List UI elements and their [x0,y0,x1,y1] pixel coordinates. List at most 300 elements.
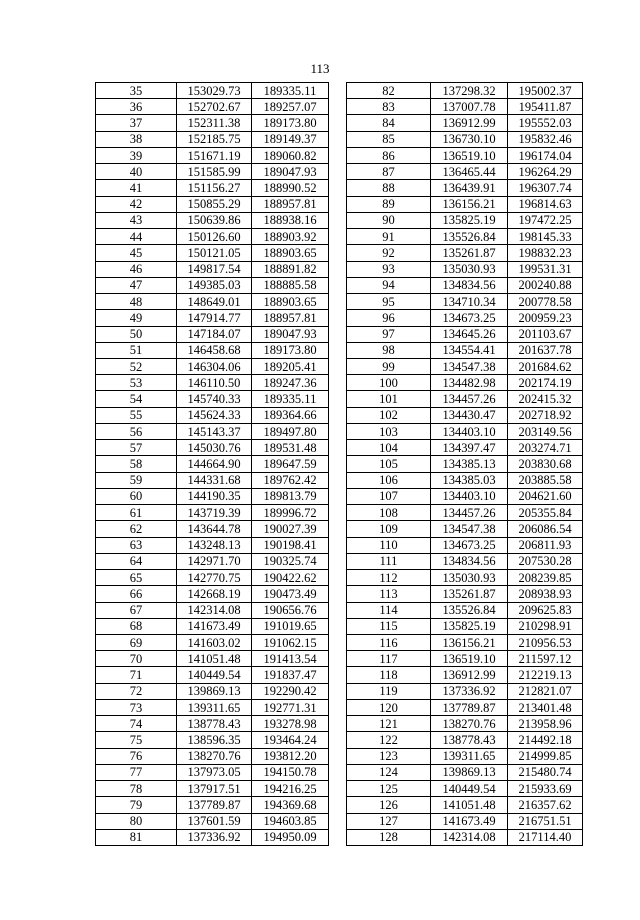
point-number-cell: 90 [347,212,431,228]
x-coordinate-cell: 137336.92 [177,829,252,845]
page-number: 113 [310,61,330,76]
x-coordinate-cell: 135526.84 [431,229,508,245]
x-coordinate-cell: 146110.50 [177,375,252,391]
x-coordinate-cell: 137601.59 [177,813,252,829]
y-coordinate-cell: 188903.92 [252,229,329,245]
point-number-cell: 52 [96,358,177,374]
x-coordinate-cell: 150121.05 [177,245,252,261]
y-coordinate-cell: 189813.79 [252,488,329,504]
point-number-cell: 94 [347,277,431,293]
table-row [347,537,583,553]
table-row [347,602,583,618]
point-number-cell: 54 [96,391,177,407]
y-coordinate-cell: 189173.80 [252,342,329,358]
y-coordinate-cell: 198832.23 [508,245,583,261]
y-coordinate-cell: 189257.07 [252,99,329,115]
x-coordinate-cell: 152702.67 [177,99,252,115]
y-coordinate-cell: 209625.83 [508,602,583,618]
table-row [347,180,583,196]
y-coordinate-cell: 188957.81 [252,196,329,212]
table-row [96,683,329,699]
table-row [96,651,329,667]
y-coordinate-cell: 195832.46 [508,131,583,147]
x-coordinate-cell: 138270.76 [177,748,252,764]
table-row [96,147,329,163]
table-row [347,586,583,602]
x-coordinate-cell: 141603.02 [177,634,252,650]
table-row [96,99,329,115]
point-number-cell: 114 [347,602,431,618]
y-coordinate-cell: 191837.47 [252,667,329,683]
table-row [96,813,329,829]
y-coordinate-cell: 189335.11 [252,83,329,99]
table-row [96,553,329,569]
coordinate-table-right [346,82,583,846]
y-coordinate-cell: 203830.68 [508,456,583,472]
point-number-cell: 93 [347,261,431,277]
x-coordinate-cell: 135825.19 [431,618,508,634]
y-coordinate-cell: 190198.41 [252,537,329,553]
y-coordinate-cell: 189047.93 [252,164,329,180]
table-row [96,781,329,797]
point-number-cell: 37 [96,115,177,131]
x-coordinate-cell: 145624.33 [177,407,252,423]
point-number-cell: 60 [96,488,177,504]
x-coordinate-cell: 134385.13 [431,456,508,472]
y-coordinate-cell: 214492.18 [508,732,583,748]
point-number-cell: 74 [96,716,177,732]
point-number-cell: 77 [96,764,177,780]
x-coordinate-cell: 134457.26 [431,391,508,407]
table-row [96,699,329,715]
y-coordinate-cell: 190422.62 [252,570,329,586]
x-coordinate-cell: 138778.43 [431,732,508,748]
y-coordinate-cell: 195002.37 [508,83,583,99]
table-row [347,667,583,683]
x-coordinate-cell: 136156.21 [431,634,508,650]
y-coordinate-cell: 211597.12 [508,651,583,667]
table-row [347,342,583,358]
x-coordinate-cell: 138270.76 [431,716,508,732]
table-row [347,683,583,699]
table-row [347,829,583,845]
point-number-cell: 119 [347,683,431,699]
table-row [347,781,583,797]
x-coordinate-cell: 144664.90 [177,456,252,472]
x-coordinate-cell: 144190.35 [177,488,252,504]
table-row [96,245,329,261]
x-coordinate-cell: 152311.38 [177,115,252,131]
point-number-cell: 124 [347,764,431,780]
table-row [347,115,583,131]
table-row [347,375,583,391]
x-coordinate-cell: 134397.47 [431,440,508,456]
y-coordinate-cell: 200959.23 [508,310,583,326]
y-coordinate-cell: 189205.41 [252,358,329,374]
x-coordinate-cell: 135261.87 [431,586,508,602]
table-row [347,618,583,634]
x-coordinate-cell: 143248.13 [177,537,252,553]
point-number-cell: 35 [96,83,177,99]
table-row [96,423,329,439]
table-row [347,521,583,537]
y-coordinate-cell: 192771.31 [252,699,329,715]
x-coordinate-cell: 151156.27 [177,180,252,196]
point-number-cell: 47 [96,277,177,293]
table-row [96,586,329,602]
y-coordinate-cell: 189647.59 [252,456,329,472]
y-coordinate-cell: 189531.48 [252,440,329,456]
point-number-cell: 78 [96,781,177,797]
point-number-cell: 118 [347,667,431,683]
y-coordinate-cell: 194369.68 [252,797,329,813]
table-row [96,375,329,391]
y-coordinate-cell: 196814.63 [508,196,583,212]
coordinate-table-left [95,82,329,846]
table-row [347,99,583,115]
table-row [96,212,329,228]
x-coordinate-cell: 137789.87 [177,797,252,813]
table-row [347,358,583,374]
x-coordinate-cell: 142314.08 [431,829,508,845]
point-number-cell: 86 [347,147,431,163]
point-number-cell: 125 [347,781,431,797]
point-number-cell: 87 [347,164,431,180]
y-coordinate-cell: 210298.91 [508,618,583,634]
table-row [347,131,583,147]
table-row [347,699,583,715]
x-coordinate-cell: 141673.49 [431,813,508,829]
point-number-cell: 80 [96,813,177,829]
point-number-cell: 98 [347,342,431,358]
table-row [347,229,583,245]
point-number-cell: 106 [347,472,431,488]
x-coordinate-cell: 141673.49 [177,618,252,634]
point-number-cell: 66 [96,586,177,602]
point-number-cell: 61 [96,505,177,521]
x-coordinate-cell: 145030.76 [177,440,252,456]
y-coordinate-cell: 201637.78 [508,342,583,358]
point-number-cell: 121 [347,716,431,732]
point-number-cell: 67 [96,602,177,618]
table-row [347,423,583,439]
point-number-cell: 36 [96,99,177,115]
point-number-cell: 56 [96,423,177,439]
table-row [96,716,329,732]
table-row [96,196,329,212]
table-row [96,342,329,358]
table-row [347,505,583,521]
x-coordinate-cell: 137298.32 [431,83,508,99]
x-coordinate-cell: 146458.68 [177,342,252,358]
y-coordinate-cell: 207530.28 [508,553,583,569]
y-coordinate-cell: 213401.48 [508,699,583,715]
y-coordinate-cell: 194216.25 [252,781,329,797]
table-row [347,310,583,326]
point-number-cell: 81 [96,829,177,845]
y-coordinate-cell: 188885.58 [252,277,329,293]
table-row [347,164,583,180]
point-number-cell: 122 [347,732,431,748]
point-number-cell: 117 [347,651,431,667]
table-row [96,131,329,147]
x-coordinate-cell: 134457.26 [431,505,508,521]
point-number-cell: 76 [96,748,177,764]
x-coordinate-cell: 150639.86 [177,212,252,228]
x-coordinate-cell: 147184.07 [177,326,252,342]
point-number-cell: 89 [347,196,431,212]
point-number-cell: 39 [96,147,177,163]
table-row [96,294,329,310]
table-row [96,829,329,845]
x-coordinate-cell: 139311.65 [431,748,508,764]
point-number-cell: 120 [347,699,431,715]
table-row [96,310,329,326]
table-row [96,797,329,813]
point-number-cell: 71 [96,667,177,683]
x-coordinate-cell: 135526.84 [431,602,508,618]
table-row [347,196,583,212]
table-row [96,521,329,537]
x-coordinate-cell: 144331.68 [177,472,252,488]
y-coordinate-cell: 201103.67 [508,326,583,342]
point-number-cell: 95 [347,294,431,310]
table-row [96,667,329,683]
y-coordinate-cell: 197472.25 [508,212,583,228]
y-coordinate-cell: 189996.72 [252,505,329,521]
x-coordinate-cell: 137917.51 [177,781,252,797]
x-coordinate-cell: 134385.03 [431,472,508,488]
point-number-cell: 57 [96,440,177,456]
y-coordinate-cell: 196174.04 [508,147,583,163]
table-row [96,407,329,423]
y-coordinate-cell: 190325.74 [252,553,329,569]
point-number-cell: 55 [96,407,177,423]
x-coordinate-cell: 134554.41 [431,342,508,358]
y-coordinate-cell: 188903.65 [252,294,329,310]
table-row [96,440,329,456]
y-coordinate-cell: 214999.85 [508,748,583,764]
table-row [347,570,583,586]
x-coordinate-cell: 140449.54 [431,781,508,797]
x-coordinate-cell: 134403.10 [431,488,508,504]
y-coordinate-cell: 191019.65 [252,618,329,634]
table-row [347,764,583,780]
x-coordinate-cell: 141051.48 [431,797,508,813]
x-coordinate-cell: 137789.87 [431,699,508,715]
y-coordinate-cell: 195411.87 [508,99,583,115]
point-number-cell: 84 [347,115,431,131]
point-number-cell: 91 [347,229,431,245]
x-coordinate-cell: 148649.01 [177,294,252,310]
y-coordinate-cell: 216357.62 [508,797,583,813]
x-coordinate-cell: 138596.35 [177,732,252,748]
x-coordinate-cell: 134547.38 [431,521,508,537]
point-number-cell: 97 [347,326,431,342]
y-coordinate-cell: 189173.80 [252,115,329,131]
y-coordinate-cell: 194603.85 [252,813,329,829]
point-number-cell: 53 [96,375,177,391]
table-row [96,505,329,521]
y-coordinate-cell: 190027.39 [252,521,329,537]
point-number-cell: 92 [347,245,431,261]
y-coordinate-cell: 189364.66 [252,407,329,423]
x-coordinate-cell: 151585.99 [177,164,252,180]
x-coordinate-cell: 135261.87 [431,245,508,261]
table-row [96,602,329,618]
y-coordinate-cell: 204621.60 [508,488,583,504]
point-number-cell: 58 [96,456,177,472]
y-coordinate-cell: 192290.42 [252,683,329,699]
table-row [347,407,583,423]
x-coordinate-cell: 136912.99 [431,667,508,683]
x-coordinate-cell: 142770.75 [177,570,252,586]
table-row [347,277,583,293]
y-coordinate-cell: 206086.54 [508,521,583,537]
table-row [347,472,583,488]
point-number-cell: 64 [96,553,177,569]
x-coordinate-cell: 136465.44 [431,164,508,180]
x-coordinate-cell: 135030.93 [431,570,508,586]
y-coordinate-cell: 193464.24 [252,732,329,748]
y-coordinate-cell: 188903.65 [252,245,329,261]
x-coordinate-cell: 137973.05 [177,764,252,780]
x-coordinate-cell: 151671.19 [177,147,252,163]
point-number-cell: 109 [347,521,431,537]
y-coordinate-cell: 199531.31 [508,261,583,277]
x-coordinate-cell: 142314.08 [177,602,252,618]
point-number-cell: 108 [347,505,431,521]
table-row [96,456,329,472]
point-number-cell: 112 [347,570,431,586]
y-coordinate-cell: 189247.36 [252,375,329,391]
y-coordinate-cell: 203274.71 [508,440,583,456]
point-number-cell: 116 [347,634,431,650]
point-number-cell: 123 [347,748,431,764]
point-number-cell: 96 [347,310,431,326]
point-number-cell: 68 [96,618,177,634]
point-number-cell: 44 [96,229,177,245]
y-coordinate-cell: 202718.92 [508,407,583,423]
point-number-cell: 72 [96,683,177,699]
y-coordinate-cell: 203885.58 [508,472,583,488]
x-coordinate-cell: 134834.56 [431,553,508,569]
x-coordinate-cell: 135030.93 [431,261,508,277]
point-number-cell: 69 [96,634,177,650]
y-coordinate-cell: 201684.62 [508,358,583,374]
point-number-cell: 59 [96,472,177,488]
x-coordinate-cell: 134673.25 [431,310,508,326]
point-number-cell: 63 [96,537,177,553]
table-row [347,651,583,667]
point-number-cell: 107 [347,488,431,504]
x-coordinate-cell: 134673.25 [431,537,508,553]
point-number-cell: 38 [96,131,177,147]
x-coordinate-cell: 134645.26 [431,326,508,342]
y-coordinate-cell: 215933.69 [508,781,583,797]
table-row [347,732,583,748]
table-row [347,634,583,650]
y-coordinate-cell: 194950.09 [252,829,329,845]
table-row [347,440,583,456]
x-coordinate-cell: 150855.29 [177,196,252,212]
y-coordinate-cell: 191413.54 [252,651,329,667]
point-number-cell: 75 [96,732,177,748]
y-coordinate-cell: 194150.78 [252,764,329,780]
x-coordinate-cell: 134547.38 [431,358,508,374]
x-coordinate-cell: 137336.92 [431,683,508,699]
x-coordinate-cell: 145143.37 [177,423,252,439]
table-row [96,83,329,99]
point-number-cell: 103 [347,423,431,439]
y-coordinate-cell: 217114.40 [508,829,583,845]
y-coordinate-cell: 189060.82 [252,147,329,163]
y-coordinate-cell: 202174.19 [508,375,583,391]
y-coordinate-cell: 191062.15 [252,634,329,650]
table-row [96,764,329,780]
table-row [96,261,329,277]
y-coordinate-cell: 206811.93 [508,537,583,553]
x-coordinate-cell: 136439.91 [431,180,508,196]
point-number-cell: 115 [347,618,431,634]
y-coordinate-cell: 200778.58 [508,294,583,310]
point-number-cell: 85 [347,131,431,147]
x-coordinate-cell: 134482.98 [431,375,508,391]
point-number-cell: 51 [96,342,177,358]
table-row [96,326,329,342]
x-coordinate-cell: 152185.75 [177,131,252,147]
point-number-cell: 99 [347,358,431,374]
x-coordinate-cell: 142668.19 [177,586,252,602]
x-coordinate-cell: 137007.78 [431,99,508,115]
x-coordinate-cell: 134710.34 [431,294,508,310]
table-row [347,261,583,277]
y-coordinate-cell: 189497.80 [252,423,329,439]
y-coordinate-cell: 188957.81 [252,310,329,326]
point-number-cell: 113 [347,586,431,602]
point-number-cell: 41 [96,180,177,196]
table-row [347,813,583,829]
table-row [347,797,583,813]
table-row [96,164,329,180]
point-number-cell: 83 [347,99,431,115]
point-number-cell: 127 [347,813,431,829]
point-number-cell: 70 [96,651,177,667]
y-coordinate-cell: 216751.51 [508,813,583,829]
point-number-cell: 40 [96,164,177,180]
y-coordinate-cell: 200240.88 [508,277,583,293]
point-number-cell: 48 [96,294,177,310]
point-number-cell: 111 [347,553,431,569]
y-coordinate-cell: 189149.37 [252,131,329,147]
point-number-cell: 100 [347,375,431,391]
point-number-cell: 110 [347,537,431,553]
x-coordinate-cell: 141051.48 [177,651,252,667]
point-number-cell: 126 [347,797,431,813]
x-coordinate-cell: 134430.47 [431,407,508,423]
table-row [96,358,329,374]
x-coordinate-cell: 135825.19 [431,212,508,228]
y-coordinate-cell: 190473.49 [252,586,329,602]
table-row [347,83,583,99]
table-row [96,115,329,131]
point-number-cell: 62 [96,521,177,537]
table-row [347,748,583,764]
point-number-cell: 65 [96,570,177,586]
point-number-cell: 82 [347,83,431,99]
x-coordinate-cell: 134834.56 [431,277,508,293]
x-coordinate-cell: 145740.33 [177,391,252,407]
